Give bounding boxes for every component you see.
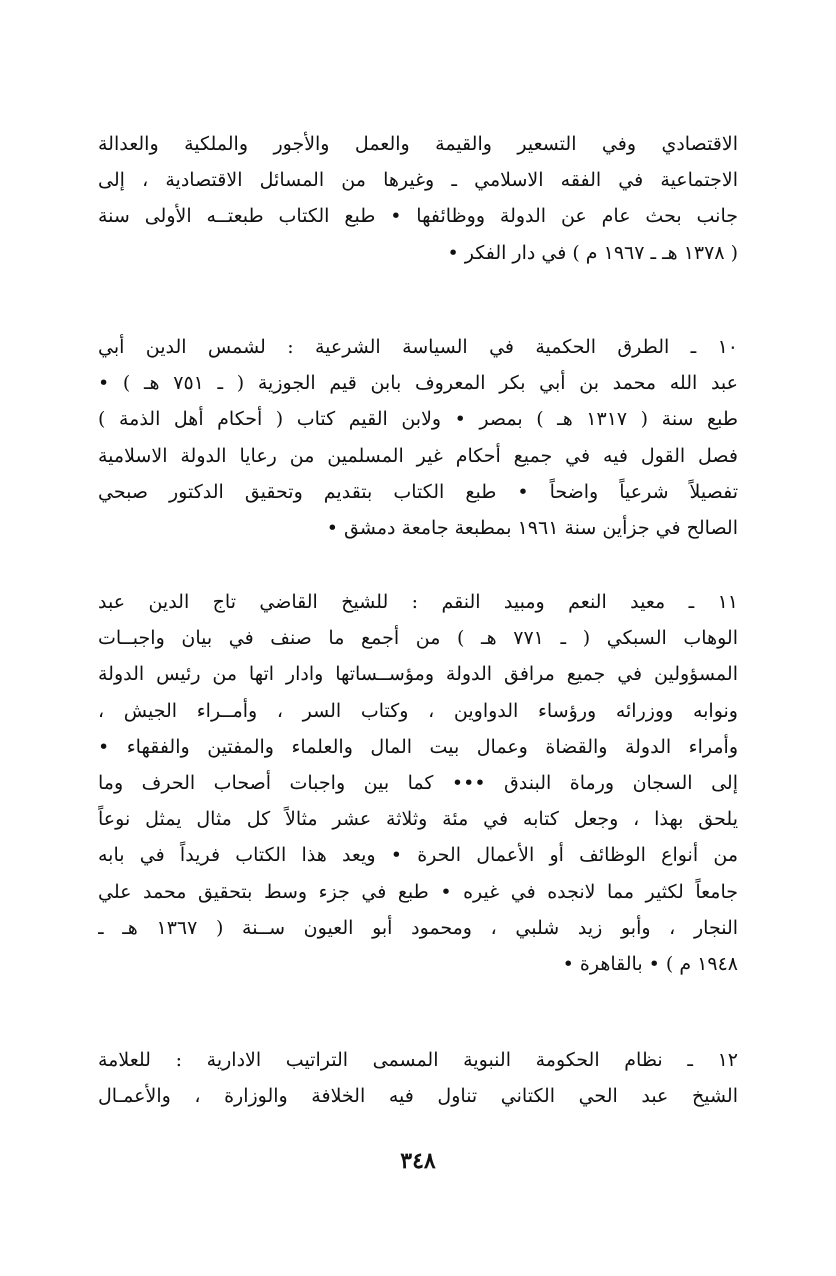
text-line: الاقتصادي وفي التسعير والقيمة والعمل والأجور والملكية والعدالة	[98, 133, 738, 155]
text-line: ١٢ ـ نظام الحكومة النبوية المسمى التراتيب الادارية : للعلامة	[98, 1049, 738, 1071]
text-line: ١٠ ـ الطرق الحكمية في السياسة الشرعية : لشمس الدين أبي	[98, 336, 738, 358]
text-line: النجار ، وأبو زيد شلبي ، ومحمود أبو العيون ســنة ( ١٣٦٧ هـ ـ	[98, 916, 738, 939]
text-line: من أنواع الوظائف أو الأعمال الحرة • ويعد هذا الكتاب فريداً في بابه	[98, 844, 738, 867]
text-line: ونوابه ووزرائه ورؤساء الدواوين ، وكتاب السر ، وأمــراء الجيش ،	[98, 699, 738, 722]
paragraph-item-12	[98, 1042, 738, 1114]
text-line: الاجتماعية في الفقه الاسلامي ـ وغيرها من المسائل الاقتصادية ، إلى	[98, 169, 738, 192]
text-line: عبد الله محمد بن أبي بكر المعروف بابن قيم الجوزية ( ـ ٧٥١ هـ ) •	[98, 372, 738, 395]
text-line: وأمراء الدولة والقضاة وعمال بيت المال والعلماء والمفتين والفقهاء •	[98, 735, 738, 758]
text-line: ١١ ـ معيد النعم ومبيد النقم : للشيخ القاضي تاج الدين عبد	[98, 591, 738, 613]
paragraph-item-10	[98, 329, 738, 546]
book-page	[98, 126, 738, 1226]
text-line: الشيخ عبد الحي الكتاني تناول فيه الخلافة والوزارة ، والأعمـال	[98, 1085, 738, 1108]
text-line: إلى السجان ورماة البندق ••• كما بين واجبات أصحاب الحرف وما	[98, 771, 738, 794]
text-line: ( ١٣٧٨ هـ ـ ١٩٦٧ م ) في دار الفكر •	[447, 241, 738, 264]
text-line: جامعاً لكثير مما لانجده في غيره • طبع في جزء وسط بتحقيق محمد علي	[98, 880, 738, 903]
text-line: يلحق بهذا ، وجعل كتابه في مئة وثلاثة عشر مثالاً كل مثال يمثل نوعاً	[98, 808, 738, 831]
text-line: فصل القول فيه في جميع أحكام غير المسلمين من رعايا الدولة الاسلامية	[98, 444, 738, 467]
text-line: طبع سنة ( ١٣١٧ هـ ) بمصر • ولابن القيم كتاب ( أحكام أهل الذمة )	[98, 408, 738, 431]
text-line: جانب بحث عام عن الدولة ووظائفها • طبع الكتاب طبعتــه الأولى سنة	[98, 205, 738, 228]
text-line: تفصيلاً شرعياً واضحاً • طبع الكتاب بتقديم وتحقيق الدكتور صبحي	[98, 480, 738, 503]
page-number: ٣٤٨	[400, 1148, 436, 1174]
paragraph-item-11	[98, 584, 738, 982]
text-line: الوهاب السبكي ( ـ ٧٧١ هـ ) من أجمع ما صنف في بيان واجبــات	[98, 627, 738, 650]
paragraph-economic-jurisprudence	[98, 126, 738, 271]
text-line: ١٩٤٨ م ) • بالقاهرة •	[562, 952, 738, 975]
text-line: المسؤولين في جميع مرافق الدولة ومؤســساتها وادار اتها من رئيس الدولة	[98, 663, 738, 686]
text-line: الصالح في جزأين سنة ١٩٦١ بمطبعة جامعة دمشق •	[326, 516, 738, 539]
